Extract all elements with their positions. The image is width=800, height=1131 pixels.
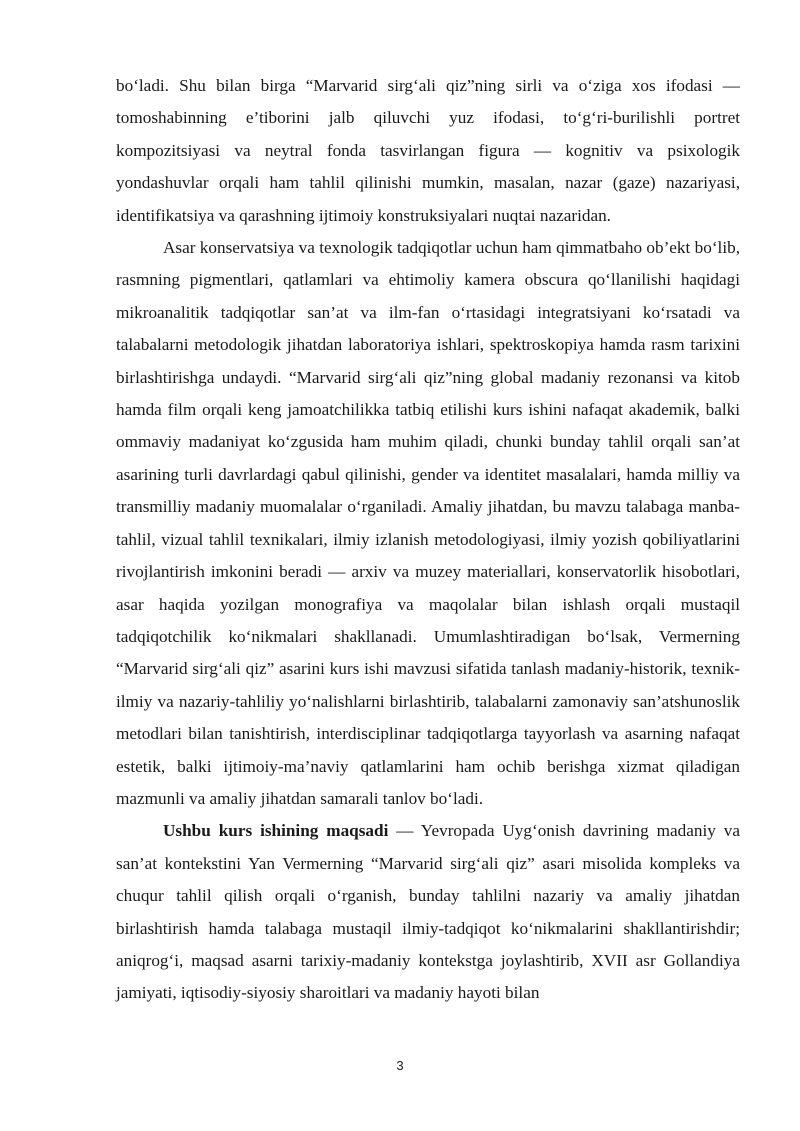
paragraph-continuation: bo‘ladi. Shu bilan birga “Marvarid sirg‘ali qiz”ning sirli va o‘ziga xos ifodasi — tomoshabinning e’tiborini jalb qiluvchi yuz ifodasi, to‘g‘ri-burilishli portret kompozitsiyasi va neytral fonda tasvirlangan figura — kognitiv va psixologik yondashuvlar orqali ham tahlil qilinishi mumkin, masalan, nazar (gaze) nazariyasi, identifikatsiya va qarashning ijtimoiy konstruksiyalari nuqtai nazaridan. (116, 76, 740, 225)
goal-lead-bold: Ushbu kurs ishining maqsadi (163, 821, 389, 841)
document-body (116, 70, 740, 1010)
paragraph-conservation: Asar konservatsiya va texnologik tadqiqotlar uchun ham qimmatbaho ob’ekt bo‘lib, rasmning pigmentlari, qatlamlari va ehtimoliy kamera obscura qo‘llanilishi haqidagi mikroanalitik tadqiqotlar san’at va ilm-fan o‘rtasidagi integratsiyani ko‘rsatadi va talabalarni metodologik jihatdan laboratoriya ishlari, spektroskopiya hamda rasm tarixini birlashtirishga undaydi. “Marvarid sirg‘ali qiz”ning global madaniy rezonansi va kitob hamda film orqali keng jamoatchilikka tatbiq etilishi kurs ishini nafaqat akademik, balki ommaviy madaniyat ko‘zgusida ham muhim qiladi, chunki bunday tahlil orqali san’at asarining turli davrlardagi qabul qilinishi, gender va identitet masalalari, hamda milliy va transmilliy madaniy muomalalar o‘rganiladi. Amaliy jihatdan, bu mavzu talabaga manba-tahlil, vizual tahlil texnikalari, ilmiy izlanish metodologiyasi, ilmiy yozish qobiliyatlarini rivojlantirish imkonini beradi — arxiv va muzey materiallari, konservatorlik hisobotlari, asar haqida yozilgan monografiya va maqolalar bilan ishlash orqali mustaqil tadqiqotchilik ko‘nikmalari shakllanadi. Umumlashtiradigan bo‘lsak, Vermerning “Marvarid sirg‘ali qiz” asarini kurs ishi mavzusi sifatida tanlash madaniy-historik, texnik-ilmiy va nazariy-tahliliy yo‘nalishlarni birlashtirib, talabalarni zamonaviy san’atshunoslik metodlari bilan tanishtirish, interdisciplinar tadqiqotlarga tayyorlash va asarning nafaqat estetik, balki ijtimoiy-ma’naviy qatlamlarini ham ochib berishga xizmat qiladigan mazmunli va amaliy jihatdan samarali tanlov bo‘ladi. (116, 238, 740, 808)
goal-text: — Yevropada Uyg‘onish davrining madaniy va san’at kontekstini Yan Vermerning “Marvarid sirg‘ali qiz” asari misolida kompleks va chuqur tahlil qilish orqali o‘rganish, bunday tahlilni nazariy va amaliy jihatdan birlashtirish hamda talabaga mustaqil ilmiy-tadqiqot ko‘nikmalarini shakllantirishdir; aniqrog‘i, maqsad asarni tarixiy-madaniy kontekstga joylashtirib, XVII asr Gollandiya jamiyati, iqtisodiy-siyosiy sharoitlari va madaniy hayoti bilan (116, 821, 740, 1003)
paragraph-course-goal (116, 815, 740, 1009)
page-number: 3 (396, 1058, 404, 1073)
